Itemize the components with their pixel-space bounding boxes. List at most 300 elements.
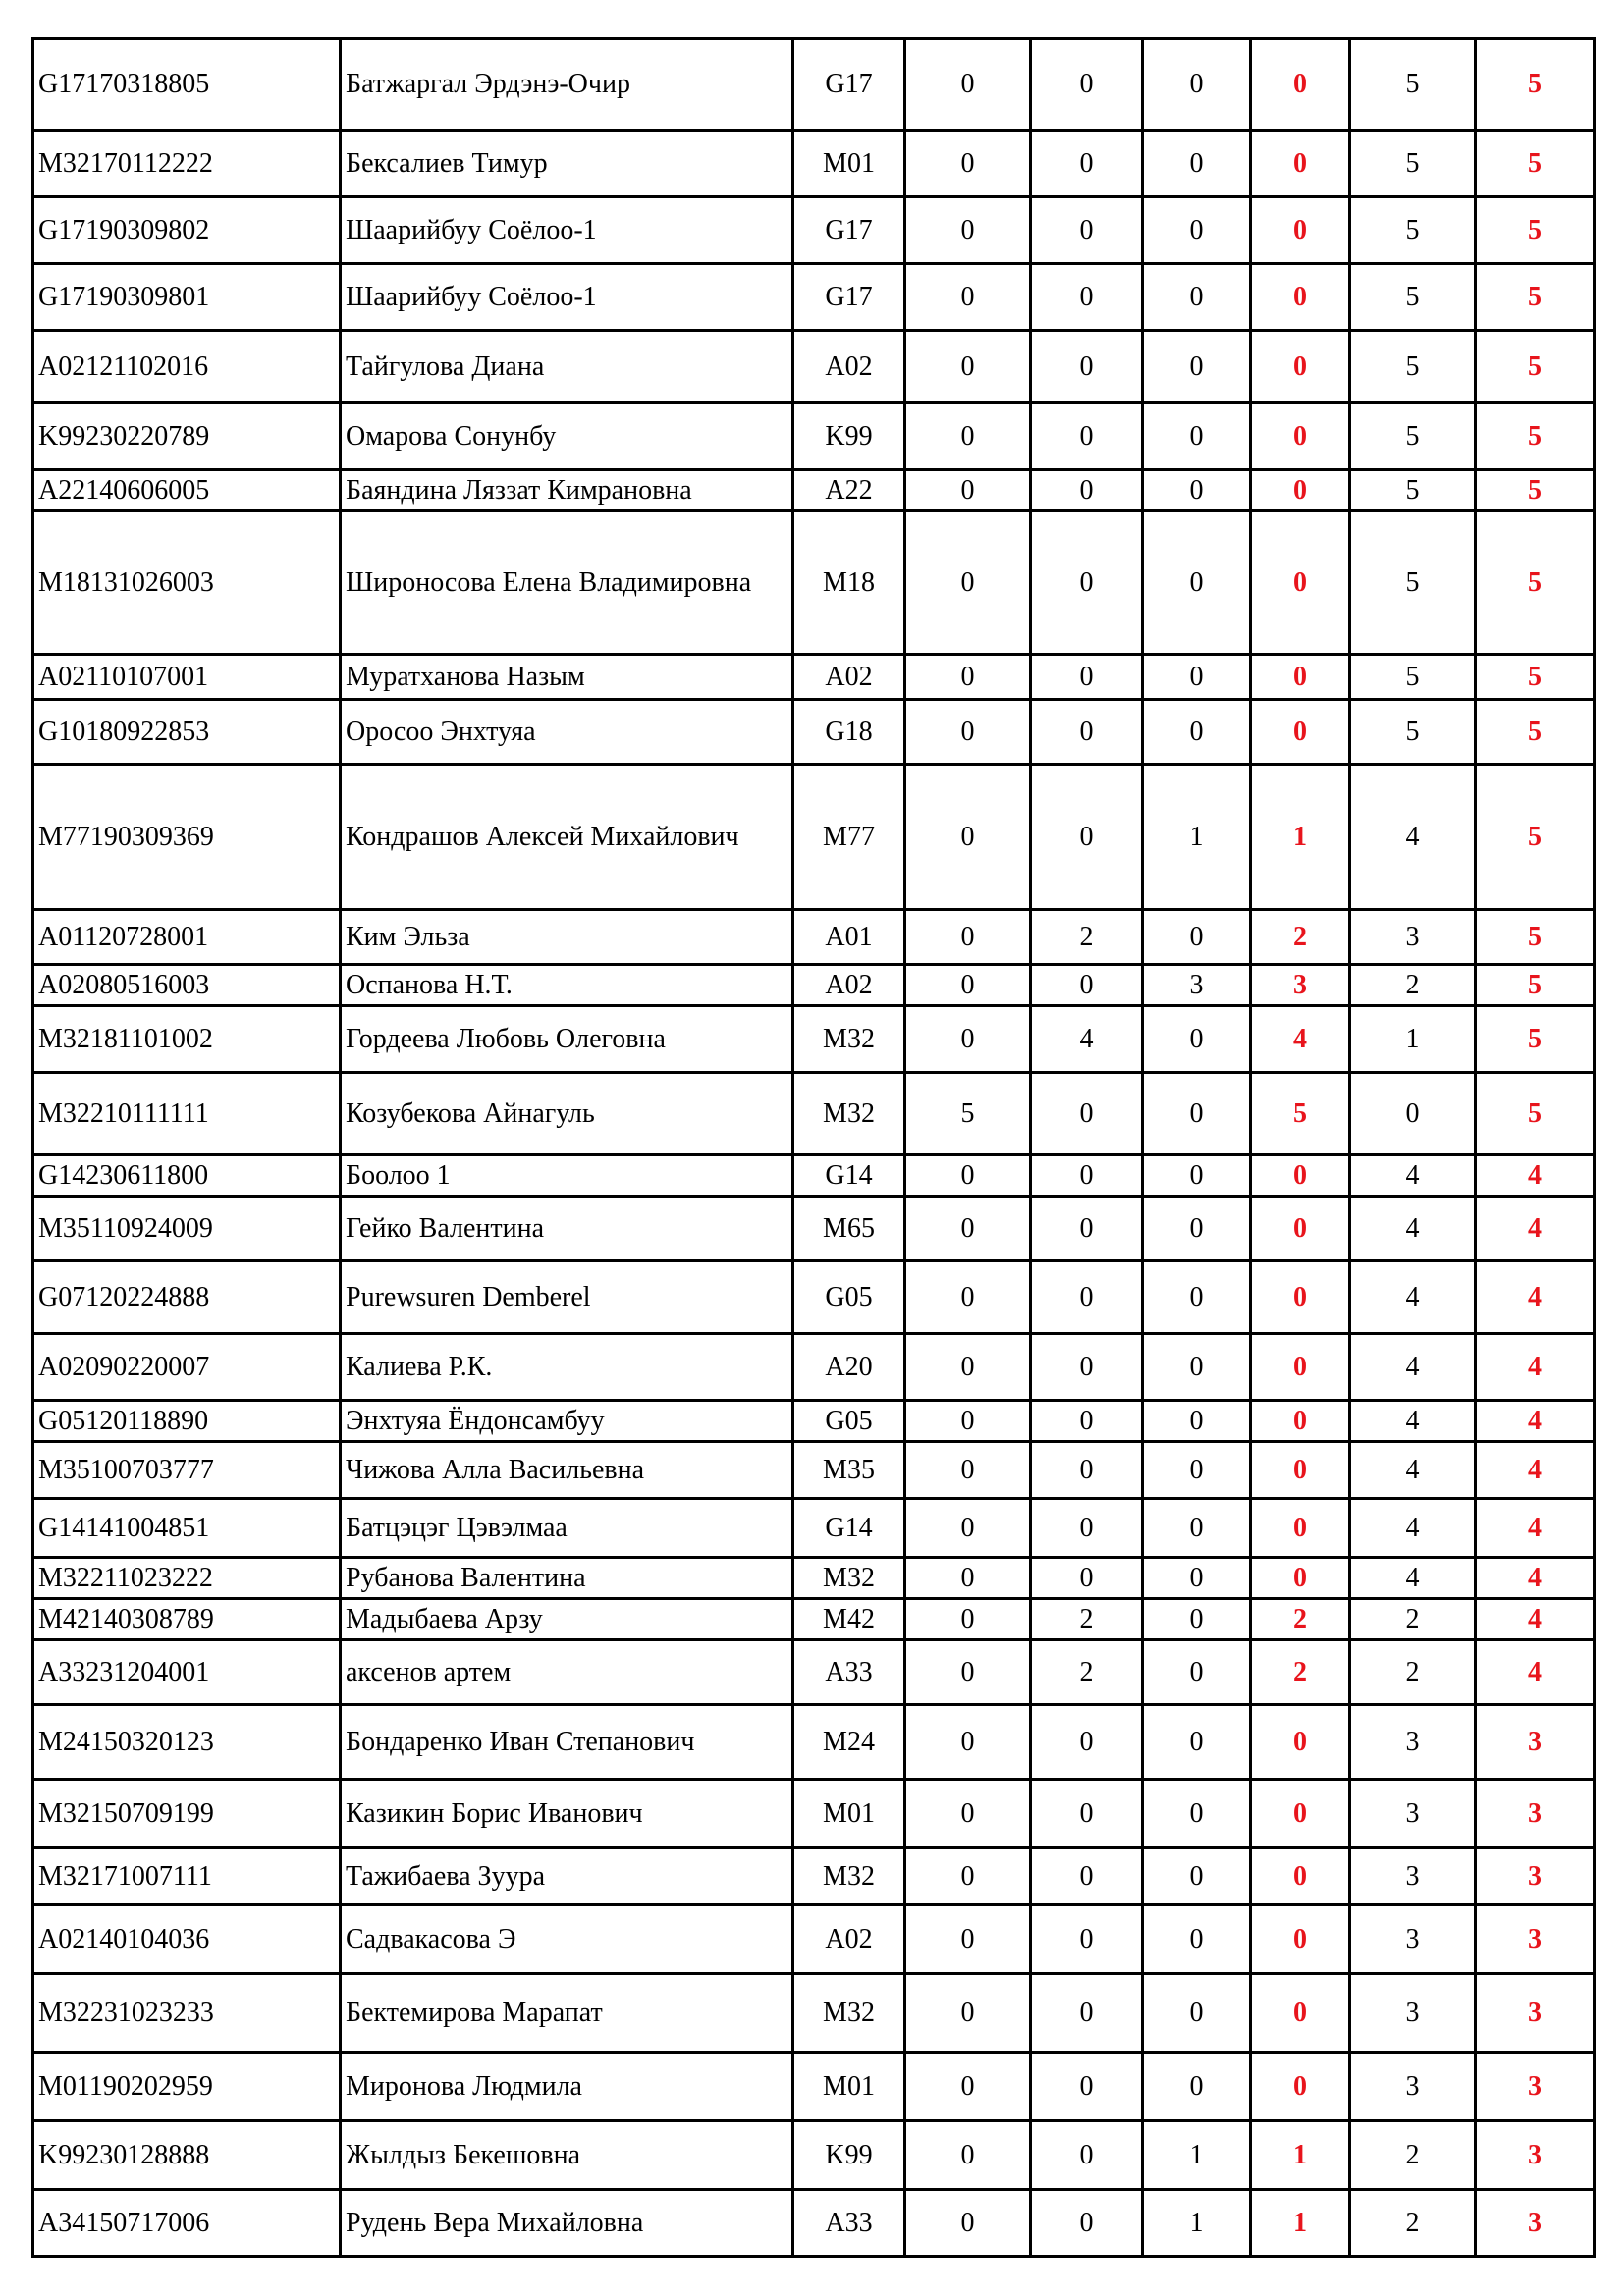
table-row: [33, 2121, 1595, 2190]
score-1-cell: 0: [905, 1261, 1031, 1334]
subtotal-cell: 0: [1251, 1401, 1350, 1442]
participant-id-cell: M18131026003: [33, 511, 341, 655]
score-5-cell: 4: [1350, 765, 1476, 910]
subtotal-cell: 5: [1251, 1073, 1350, 1155]
subtotal-cell: 0: [1251, 39, 1350, 131]
group-code-cell: M18: [793, 511, 905, 655]
total-cell: 5: [1476, 331, 1595, 403]
table-row: [33, 470, 1595, 511]
participant-id-cell: A02080516003: [33, 965, 341, 1006]
group-code-cell: G18: [793, 700, 905, 765]
score-2-cell: 0: [1031, 655, 1143, 700]
subtotal-cell: 1: [1251, 2121, 1350, 2190]
total-cell: 5: [1476, 197, 1595, 264]
score-3-cell: 0: [1143, 1197, 1251, 1261]
score-5-cell: 5: [1350, 264, 1476, 331]
table-row: [33, 1599, 1595, 1640]
score-2-cell: 0: [1031, 2121, 1143, 2190]
score-3-cell: 0: [1143, 1442, 1251, 1499]
participant-name-cell: аксенов артем: [341, 1640, 793, 1705]
participant-id-cell: M35100703777: [33, 1442, 341, 1499]
participant-id-cell: A33231204001: [33, 1640, 341, 1705]
table-row: [33, 1705, 1595, 1780]
group-code-cell: A20: [793, 1334, 905, 1401]
participant-id-cell: M32170112222: [33, 131, 341, 197]
score-1-cell: 0: [905, 1197, 1031, 1261]
score-5-cell: 2: [1350, 2190, 1476, 2257]
group-code-cell: G05: [793, 1401, 905, 1442]
total-cell: 5: [1476, 655, 1595, 700]
score-5-cell: 3: [1350, 910, 1476, 965]
participant-name-cell: Шаарийбуу Соёлоо-1: [341, 264, 793, 331]
score-1-cell: 0: [905, 1780, 1031, 1848]
table-row: [33, 1261, 1595, 1334]
score-2-cell: 0: [1031, 331, 1143, 403]
participant-name-cell: Козубекова Айнагуль: [341, 1073, 793, 1155]
score-5-cell: 5: [1350, 700, 1476, 765]
participant-name-cell: Оспанова Н.Т.: [341, 965, 793, 1006]
score-1-cell: 0: [905, 1848, 1031, 1905]
score-3-cell: 0: [1143, 264, 1251, 331]
score-1-cell: 0: [905, 1155, 1031, 1197]
score-2-cell: 0: [1031, 1155, 1143, 1197]
total-cell: 5: [1476, 39, 1595, 131]
group-code-cell: M32: [793, 1558, 905, 1599]
total-cell: 3: [1476, 1705, 1595, 1780]
participant-id-cell: M32211023222: [33, 1558, 341, 1599]
table-row: [33, 765, 1595, 910]
participant-id-cell: M32231023233: [33, 1974, 341, 2053]
group-code-cell: A01: [793, 910, 905, 965]
subtotal-cell: 2: [1251, 1640, 1350, 1705]
score-3-cell: 0: [1143, 1401, 1251, 1442]
score-5-cell: 2: [1350, 1599, 1476, 1640]
group-code-cell: G14: [793, 1499, 905, 1558]
total-cell: 4: [1476, 1155, 1595, 1197]
score-2-cell: 0: [1031, 1974, 1143, 2053]
score-3-cell: 1: [1143, 2190, 1251, 2257]
score-3-cell: 0: [1143, 403, 1251, 470]
score-5-cell: 3: [1350, 1974, 1476, 2053]
score-3-cell: 0: [1143, 1155, 1251, 1197]
score-3-cell: 0: [1143, 1558, 1251, 1599]
subtotal-cell: 2: [1251, 910, 1350, 965]
score-3-cell: 0: [1143, 1599, 1251, 1640]
participant-id-cell: A22140606005: [33, 470, 341, 511]
score-3-cell: 0: [1143, 1499, 1251, 1558]
score-2-cell: 0: [1031, 197, 1143, 264]
total-cell: 4: [1476, 1197, 1595, 1261]
subtotal-cell: 0: [1251, 1780, 1350, 1848]
score-1-cell: 0: [905, 131, 1031, 197]
participant-id-cell: G05120118890: [33, 1401, 341, 1442]
group-code-cell: M32: [793, 1006, 905, 1073]
subtotal-cell: 0: [1251, 1905, 1350, 1974]
subtotal-cell: 1: [1251, 2190, 1350, 2257]
results-table: [31, 37, 1596, 2258]
score-5-cell: 5: [1350, 39, 1476, 131]
participant-id-cell: G14141004851: [33, 1499, 341, 1558]
table-row: [33, 1558, 1595, 1599]
total-cell: 4: [1476, 1599, 1595, 1640]
score-5-cell: 4: [1350, 1334, 1476, 1401]
score-3-cell: 0: [1143, 197, 1251, 264]
score-5-cell: 5: [1350, 331, 1476, 403]
subtotal-cell: 0: [1251, 1848, 1350, 1905]
participant-name-cell: Боолоо 1: [341, 1155, 793, 1197]
table-row: [33, 403, 1595, 470]
score-3-cell: 1: [1143, 2121, 1251, 2190]
total-cell: 4: [1476, 1334, 1595, 1401]
total-cell: 5: [1476, 1073, 1595, 1155]
participant-id-cell: G10180922853: [33, 700, 341, 765]
group-code-cell: A02: [793, 965, 905, 1006]
table-row: [33, 1974, 1595, 2053]
group-code-cell: A02: [793, 655, 905, 700]
score-3-cell: 0: [1143, 1905, 1251, 1974]
group-code-cell: G05: [793, 1261, 905, 1334]
score-1-cell: 0: [905, 1974, 1031, 2053]
score-2-cell: 2: [1031, 1640, 1143, 1705]
score-5-cell: 5: [1350, 655, 1476, 700]
table-row: [33, 1155, 1595, 1197]
table-row: [33, 1848, 1595, 1905]
participant-name-cell: Казикин Борис Иванович: [341, 1780, 793, 1848]
participant-id-cell: M32150709199: [33, 1780, 341, 1848]
score-2-cell: 0: [1031, 700, 1143, 765]
score-3-cell: 0: [1143, 1780, 1251, 1848]
score-2-cell: 2: [1031, 1599, 1143, 1640]
score-5-cell: 4: [1350, 1401, 1476, 1442]
table-row: [33, 264, 1595, 331]
score-2-cell: 0: [1031, 264, 1143, 331]
group-code-cell: A22: [793, 470, 905, 511]
table-row: [33, 1499, 1595, 1558]
group-code-cell: M01: [793, 131, 905, 197]
score-1-cell: 0: [905, 1905, 1031, 1974]
subtotal-cell: 0: [1251, 470, 1350, 511]
score-5-cell: 2: [1350, 965, 1476, 1006]
score-2-cell: 0: [1031, 1558, 1143, 1599]
score-3-cell: 3: [1143, 965, 1251, 1006]
total-cell: 4: [1476, 1499, 1595, 1558]
participant-id-cell: G14230611800: [33, 1155, 341, 1197]
score-3-cell: 0: [1143, 511, 1251, 655]
participant-name-cell: Purewsuren Demberel: [341, 1261, 793, 1334]
subtotal-cell: 0: [1251, 1197, 1350, 1261]
subtotal-cell: 0: [1251, 1499, 1350, 1558]
subtotal-cell: 0: [1251, 700, 1350, 765]
score-1-cell: 0: [905, 1599, 1031, 1640]
total-cell: 3: [1476, 2121, 1595, 2190]
table-row: [33, 1442, 1595, 1499]
score-3-cell: 1: [1143, 765, 1251, 910]
participant-name-cell: Батжаргал Эрдэнэ-Очир: [341, 39, 793, 131]
participant-name-cell: Гейко Валентина: [341, 1197, 793, 1261]
participant-id-cell: A02090220007: [33, 1334, 341, 1401]
participant-id-cell: A02110107001: [33, 655, 341, 700]
total-cell: 5: [1476, 470, 1595, 511]
total-cell: 3: [1476, 1905, 1595, 1974]
subtotal-cell: 0: [1251, 1442, 1350, 1499]
score-3-cell: 0: [1143, 2053, 1251, 2121]
score-5-cell: 4: [1350, 1261, 1476, 1334]
total-cell: 4: [1476, 1640, 1595, 1705]
score-5-cell: 4: [1350, 1197, 1476, 1261]
score-1-cell: 0: [905, 39, 1031, 131]
participant-id-cell: G07120224888: [33, 1261, 341, 1334]
subtotal-cell: 3: [1251, 965, 1350, 1006]
score-2-cell: 0: [1031, 2053, 1143, 2121]
participant-name-cell: Омарова Сонунбу: [341, 403, 793, 470]
score-1-cell: 0: [905, 1006, 1031, 1073]
subtotal-cell: 0: [1251, 2053, 1350, 2121]
participant-name-cell: Шаарийбуу Соёлоо-1: [341, 197, 793, 264]
score-3-cell: 0: [1143, 1073, 1251, 1155]
table-row: [33, 2190, 1595, 2257]
score-3-cell: 0: [1143, 331, 1251, 403]
table-row: [33, 655, 1595, 700]
score-5-cell: 5: [1350, 197, 1476, 264]
subtotal-cell: 4: [1251, 1006, 1350, 1073]
participant-id-cell: M32210111111: [33, 1073, 341, 1155]
score-1-cell: 5: [905, 1073, 1031, 1155]
participant-id-cell: M32171007111: [33, 1848, 341, 1905]
participant-name-cell: Бектемирова Марапат: [341, 1974, 793, 2053]
participant-id-cell: M77190309369: [33, 765, 341, 910]
score-5-cell: 2: [1350, 2121, 1476, 2190]
participant-id-cell: A34150717006: [33, 2190, 341, 2257]
group-code-cell: M42: [793, 1599, 905, 1640]
score-2-cell: 0: [1031, 1442, 1143, 1499]
group-code-cell: A33: [793, 2190, 905, 2257]
participant-name-cell: Энхтуяа Ёндонсамбуу: [341, 1401, 793, 1442]
total-cell: 5: [1476, 765, 1595, 910]
group-code-cell: M35: [793, 1442, 905, 1499]
total-cell: 4: [1476, 1442, 1595, 1499]
score-5-cell: 5: [1350, 131, 1476, 197]
score-1-cell: 0: [905, 655, 1031, 700]
participant-name-cell: Садвакасова Э: [341, 1905, 793, 1974]
participant-name-cell: Тажибаева Зуура: [341, 1848, 793, 1905]
group-code-cell: G17: [793, 264, 905, 331]
score-1-cell: 0: [905, 470, 1031, 511]
group-code-cell: M32: [793, 1073, 905, 1155]
total-cell: 5: [1476, 1006, 1595, 1073]
group-code-cell: G17: [793, 197, 905, 264]
score-2-cell: 0: [1031, 1705, 1143, 1780]
score-5-cell: 3: [1350, 1848, 1476, 1905]
score-1-cell: 0: [905, 765, 1031, 910]
score-2-cell: 0: [1031, 403, 1143, 470]
subtotal-cell: 0: [1251, 655, 1350, 700]
table-body: [33, 39, 1595, 2257]
score-2-cell: 0: [1031, 1780, 1143, 1848]
participant-name-cell: Ким Эльза: [341, 910, 793, 965]
score-1-cell: 0: [905, 910, 1031, 965]
score-5-cell: 5: [1350, 511, 1476, 655]
table-row: [33, 700, 1595, 765]
subtotal-cell: 1: [1251, 765, 1350, 910]
subtotal-cell: 0: [1251, 131, 1350, 197]
participant-id-cell: M24150320123: [33, 1705, 341, 1780]
score-2-cell: 0: [1031, 511, 1143, 655]
participant-name-cell: Оросоо Энхтуяа: [341, 700, 793, 765]
participant-name-cell: Широносова Елена Владимировна: [341, 511, 793, 655]
score-2-cell: 0: [1031, 1197, 1143, 1261]
score-2-cell: 0: [1031, 1073, 1143, 1155]
table-row: [33, 1073, 1595, 1155]
score-5-cell: 4: [1350, 1558, 1476, 1599]
participant-name-cell: Баяндина Ляззат Кимрановна: [341, 470, 793, 511]
score-3-cell: 0: [1143, 1848, 1251, 1905]
score-3-cell: 0: [1143, 1974, 1251, 2053]
score-5-cell: 3: [1350, 1705, 1476, 1780]
subtotal-cell: 0: [1251, 1155, 1350, 1197]
total-cell: 5: [1476, 403, 1595, 470]
participant-id-cell: K99230128888: [33, 2121, 341, 2190]
participant-id-cell: M35110924009: [33, 1197, 341, 1261]
score-3-cell: 0: [1143, 1705, 1251, 1780]
participant-name-cell: Муратханова Назым: [341, 655, 793, 700]
score-2-cell: 0: [1031, 39, 1143, 131]
score-1-cell: 0: [905, 197, 1031, 264]
score-2-cell: 0: [1031, 1334, 1143, 1401]
total-cell: 3: [1476, 2190, 1595, 2257]
total-cell: 4: [1476, 1261, 1595, 1334]
table-row: [33, 1334, 1595, 1401]
subtotal-cell: 0: [1251, 331, 1350, 403]
total-cell: 3: [1476, 1848, 1595, 1905]
table-row: [33, 1197, 1595, 1261]
score-1-cell: 0: [905, 1499, 1031, 1558]
group-code-cell: M01: [793, 1780, 905, 1848]
total-cell: 5: [1476, 700, 1595, 765]
score-3-cell: 0: [1143, 1640, 1251, 1705]
group-code-cell: M01: [793, 2053, 905, 2121]
score-1-cell: 0: [905, 965, 1031, 1006]
subtotal-cell: 0: [1251, 1705, 1350, 1780]
participant-name-cell: Бондаренко Иван Степанович: [341, 1705, 793, 1780]
participant-name-cell: Гордеева Любовь Олеговна: [341, 1006, 793, 1073]
subtotal-cell: 0: [1251, 1334, 1350, 1401]
table-row: [33, 910, 1595, 965]
score-1-cell: 0: [905, 1640, 1031, 1705]
subtotal-cell: 0: [1251, 1558, 1350, 1599]
score-5-cell: 3: [1350, 2053, 1476, 2121]
score-2-cell: 0: [1031, 1499, 1143, 1558]
score-2-cell: 0: [1031, 965, 1143, 1006]
group-code-cell: M32: [793, 1974, 905, 2053]
score-5-cell: 1: [1350, 1006, 1476, 1073]
table-row: [33, 1401, 1595, 1442]
score-1-cell: 0: [905, 2190, 1031, 2257]
score-2-cell: 0: [1031, 1261, 1143, 1334]
group-code-cell: K99: [793, 403, 905, 470]
total-cell: 5: [1476, 264, 1595, 331]
total-cell: 4: [1476, 1558, 1595, 1599]
score-2-cell: 0: [1031, 1401, 1143, 1442]
score-1-cell: 0: [905, 1442, 1031, 1499]
total-cell: 3: [1476, 1974, 1595, 2053]
participant-name-cell: Чижова Алла Васильевна: [341, 1442, 793, 1499]
participant-name-cell: Калиева Р.К.: [341, 1334, 793, 1401]
participant-name-cell: Рудень Вера Михайловна: [341, 2190, 793, 2257]
participant-name-cell: Мадыбаева Арзу: [341, 1599, 793, 1640]
score-3-cell: 0: [1143, 700, 1251, 765]
total-cell: 5: [1476, 511, 1595, 655]
score-2-cell: 0: [1031, 131, 1143, 197]
group-code-cell: A02: [793, 1905, 905, 1974]
participant-id-cell: G17190309802: [33, 197, 341, 264]
group-code-cell: A33: [793, 1640, 905, 1705]
score-3-cell: 0: [1143, 1006, 1251, 1073]
score-2-cell: 2: [1031, 910, 1143, 965]
group-code-cell: A02: [793, 331, 905, 403]
group-code-cell: K99: [793, 2121, 905, 2190]
participant-name-cell: Бексалиев Тимур: [341, 131, 793, 197]
score-5-cell: 5: [1350, 470, 1476, 511]
score-5-cell: 3: [1350, 1905, 1476, 1974]
score-5-cell: 4: [1350, 1499, 1476, 1558]
score-3-cell: 0: [1143, 470, 1251, 511]
score-2-cell: 0: [1031, 1905, 1143, 1974]
score-1-cell: 0: [905, 700, 1031, 765]
table-row: [33, 1905, 1595, 1974]
score-1-cell: 0: [905, 1558, 1031, 1599]
score-5-cell: 2: [1350, 1640, 1476, 1705]
score-2-cell: 4: [1031, 1006, 1143, 1073]
score-1-cell: 0: [905, 1705, 1031, 1780]
score-3-cell: 0: [1143, 1334, 1251, 1401]
table-row: [33, 131, 1595, 197]
participant-name-cell: Миронова Людмила: [341, 2053, 793, 2121]
score-2-cell: 0: [1031, 765, 1143, 910]
subtotal-cell: 0: [1251, 264, 1350, 331]
group-code-cell: M32: [793, 1848, 905, 1905]
group-code-cell: G14: [793, 1155, 905, 1197]
total-cell: 3: [1476, 1780, 1595, 1848]
table-row: [33, 965, 1595, 1006]
score-3-cell: 0: [1143, 655, 1251, 700]
table-row: [33, 197, 1595, 264]
score-3-cell: 0: [1143, 131, 1251, 197]
participant-id-cell: A02140104036: [33, 1905, 341, 1974]
participant-id-cell: A02121102016: [33, 331, 341, 403]
score-5-cell: 4: [1350, 1155, 1476, 1197]
table-row: [33, 1780, 1595, 1848]
score-5-cell: 5: [1350, 403, 1476, 470]
group-code-cell: M24: [793, 1705, 905, 1780]
score-5-cell: 3: [1350, 1780, 1476, 1848]
table-row: [33, 331, 1595, 403]
participant-id-cell: M42140308789: [33, 1599, 341, 1640]
score-3-cell: 0: [1143, 39, 1251, 131]
subtotal-cell: 0: [1251, 1974, 1350, 2053]
total-cell: 5: [1476, 131, 1595, 197]
participant-id-cell: M01190202959: [33, 2053, 341, 2121]
table-row: [33, 1640, 1595, 1705]
score-1-cell: 0: [905, 1401, 1031, 1442]
score-3-cell: 0: [1143, 1261, 1251, 1334]
score-2-cell: 0: [1031, 470, 1143, 511]
score-5-cell: 0: [1350, 1073, 1476, 1155]
participant-name-cell: Жылдыз Бекешовна: [341, 2121, 793, 2190]
score-1-cell: 0: [905, 264, 1031, 331]
total-cell: 4: [1476, 1401, 1595, 1442]
group-code-cell: G17: [793, 39, 905, 131]
participant-id-cell: G17170318805: [33, 39, 341, 131]
